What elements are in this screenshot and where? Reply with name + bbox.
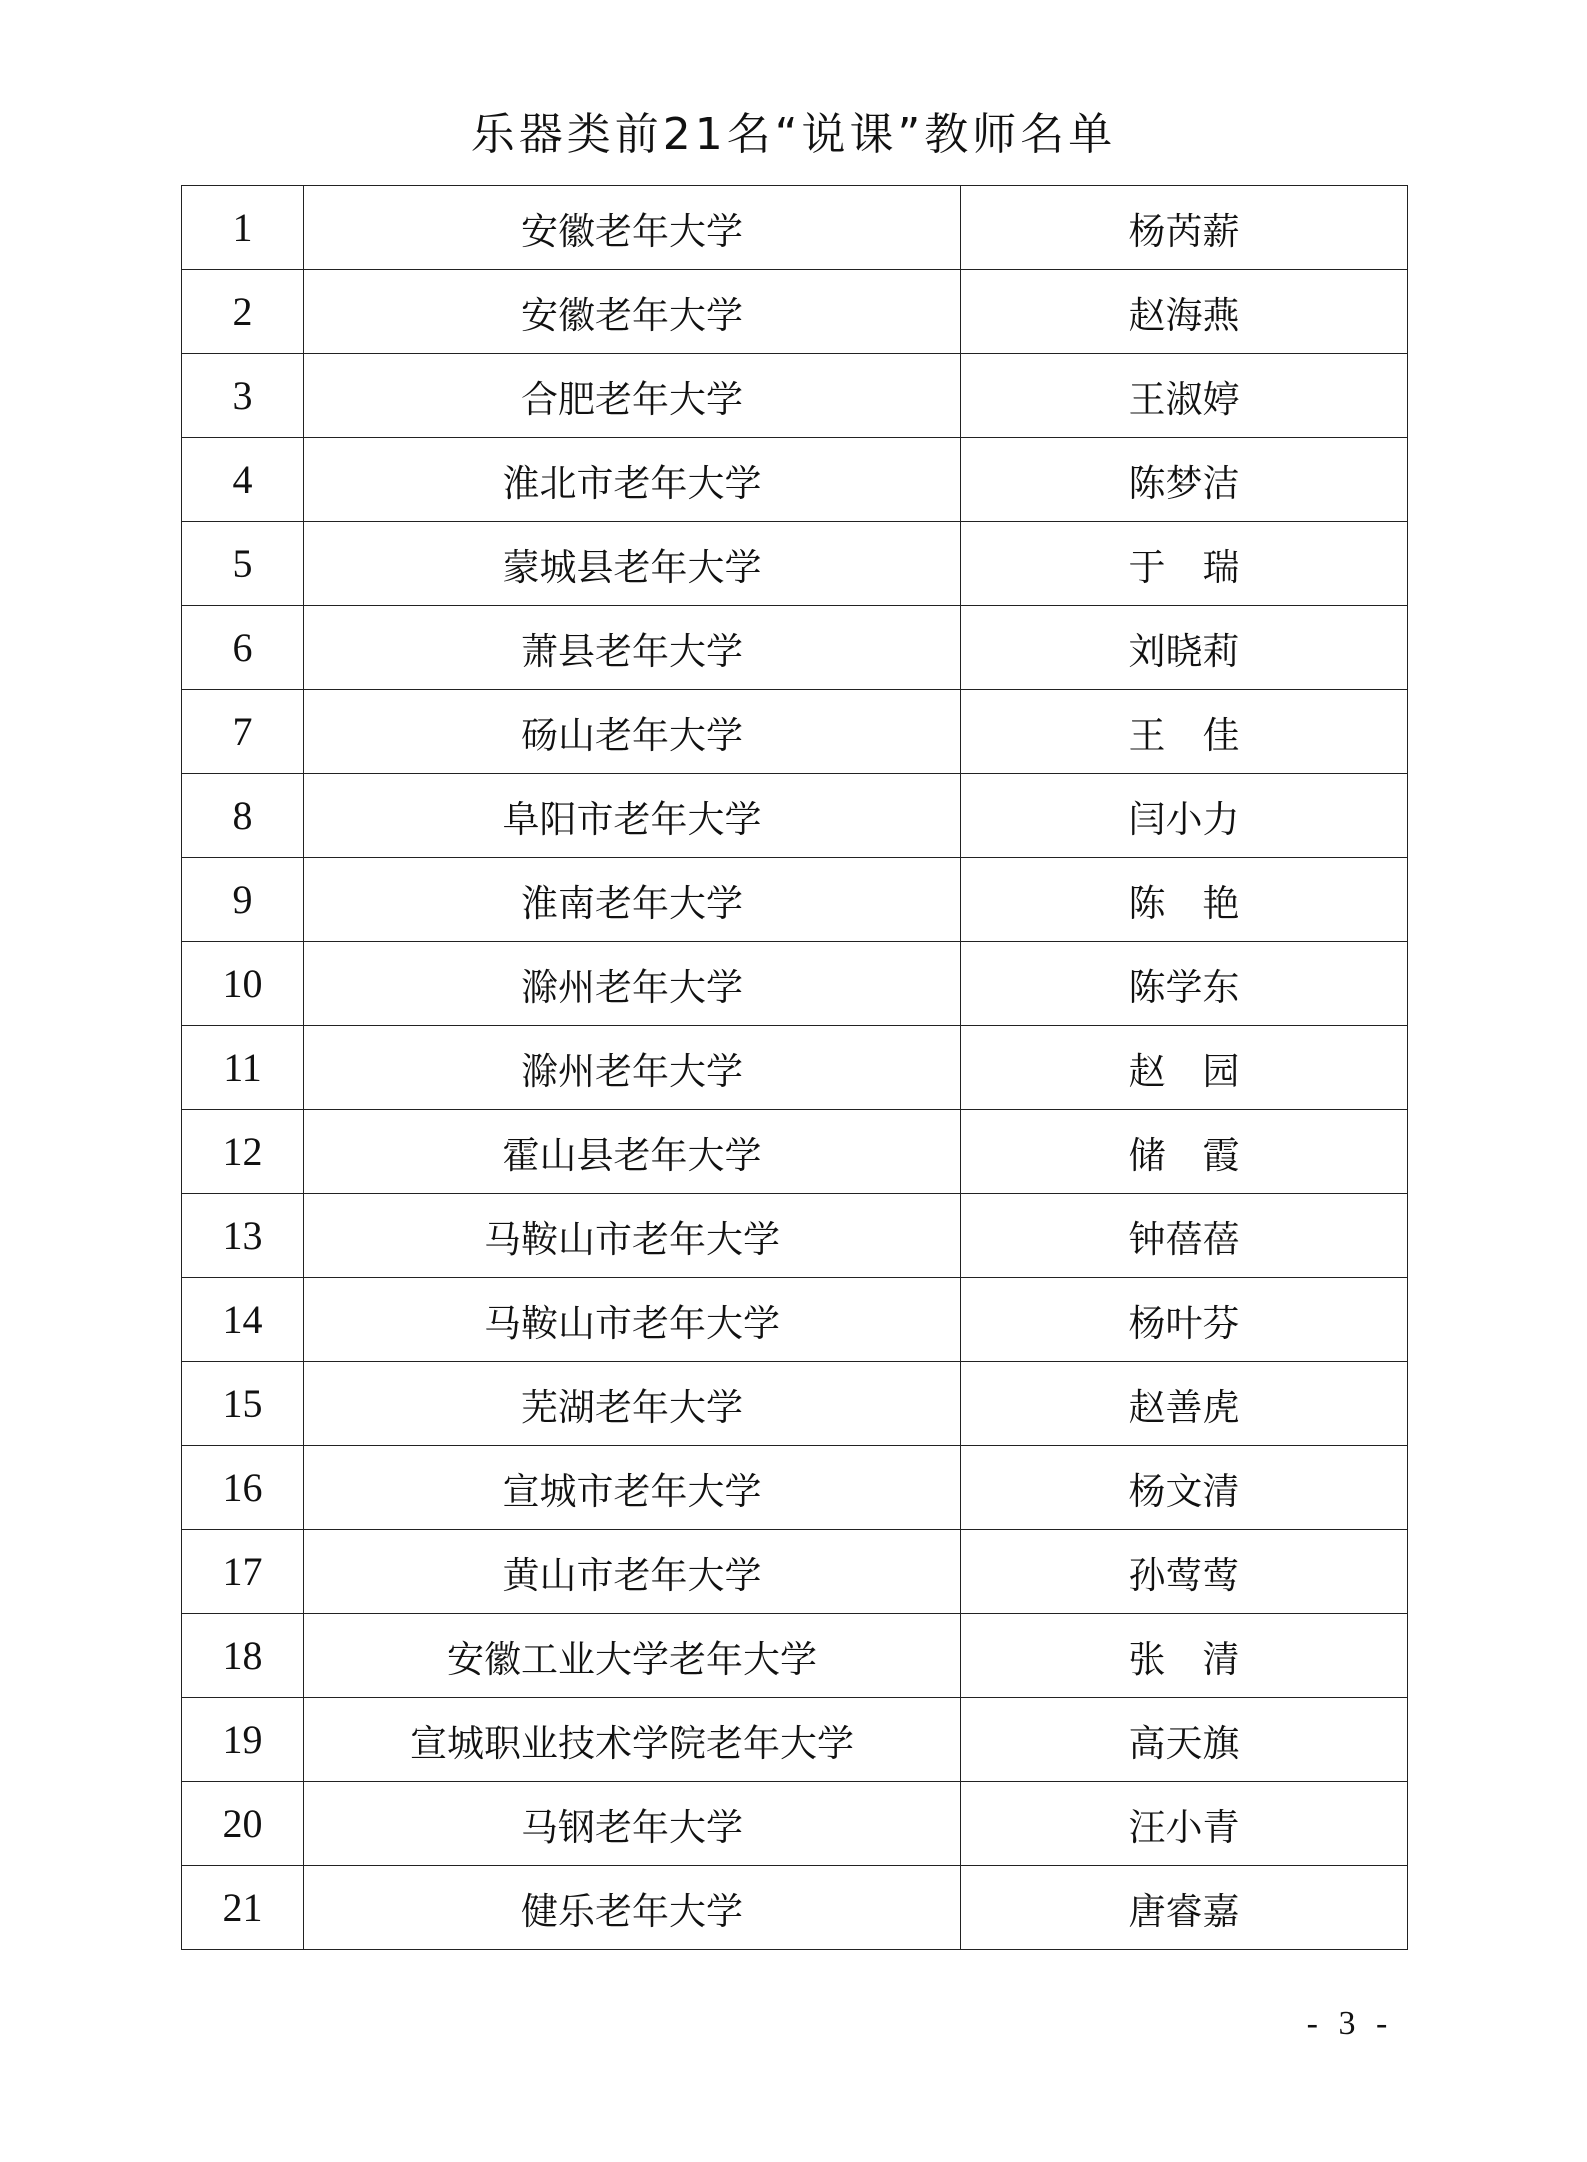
school-name: 砀山老年大学 bbox=[304, 690, 961, 774]
teacher-name: 唐睿嘉 bbox=[961, 1866, 1408, 1950]
school-name: 马钢老年大学 bbox=[304, 1782, 961, 1866]
row-number: 13 bbox=[182, 1194, 304, 1278]
school-name: 宣城市老年大学 bbox=[304, 1446, 961, 1530]
table-row bbox=[182, 354, 1408, 438]
teacher-name: 赵善虎 bbox=[961, 1362, 1408, 1446]
table-row bbox=[182, 270, 1408, 354]
teacher-name: 陈学东 bbox=[961, 942, 1408, 1026]
row-number: 10 bbox=[182, 942, 304, 1026]
teacher-name: 王 佳 bbox=[961, 690, 1408, 774]
school-name: 芜湖老年大学 bbox=[304, 1362, 961, 1446]
teacher-name: 陈梦洁 bbox=[961, 438, 1408, 522]
school-name: 萧县老年大学 bbox=[304, 606, 961, 690]
page-number: - 3 - bbox=[1306, 2005, 1394, 2042]
table-row bbox=[182, 1446, 1408, 1530]
row-number: 15 bbox=[182, 1362, 304, 1446]
school-name: 滁州老年大学 bbox=[304, 1026, 961, 1110]
row-number: 3 bbox=[182, 354, 304, 438]
school-name: 黄山市老年大学 bbox=[304, 1530, 961, 1614]
row-number: 16 bbox=[182, 1446, 304, 1530]
school-name: 健乐老年大学 bbox=[304, 1866, 961, 1950]
table-row bbox=[182, 1194, 1408, 1278]
teacher-name: 王淑婷 bbox=[961, 354, 1408, 438]
row-number: 20 bbox=[182, 1782, 304, 1866]
row-number: 8 bbox=[182, 774, 304, 858]
table-row bbox=[182, 186, 1408, 270]
teacher-name: 于 瑞 bbox=[961, 522, 1408, 606]
teacher-name: 孙莺莺 bbox=[961, 1530, 1408, 1614]
teacher-name: 杨芮薪 bbox=[961, 186, 1408, 270]
teacher-list-table bbox=[181, 185, 1408, 1950]
school-name: 合肥老年大学 bbox=[304, 354, 961, 438]
school-name: 安徽工业大学老年大学 bbox=[304, 1614, 961, 1698]
row-number: 7 bbox=[182, 690, 304, 774]
page-title: 乐器类前21名“说课”教师名单 bbox=[470, 109, 1117, 160]
teacher-name: 钟蓓蓓 bbox=[961, 1194, 1408, 1278]
table-row bbox=[182, 1530, 1408, 1614]
table-row bbox=[182, 1866, 1408, 1950]
row-number: 18 bbox=[182, 1614, 304, 1698]
row-number: 14 bbox=[182, 1278, 304, 1362]
table-row bbox=[182, 1614, 1408, 1698]
school-name: 霍山县老年大学 bbox=[304, 1110, 961, 1194]
teacher-name: 杨文清 bbox=[961, 1446, 1408, 1530]
row-number: 6 bbox=[182, 606, 304, 690]
row-number: 17 bbox=[182, 1530, 304, 1614]
school-name: 阜阳市老年大学 bbox=[304, 774, 961, 858]
row-number: 21 bbox=[182, 1866, 304, 1950]
school-name: 蒙城县老年大学 bbox=[304, 522, 961, 606]
table-row bbox=[182, 1782, 1408, 1866]
school-name: 淮南老年大学 bbox=[304, 858, 961, 942]
table-row bbox=[182, 522, 1408, 606]
table-row bbox=[182, 438, 1408, 522]
table-row bbox=[182, 858, 1408, 942]
table-row bbox=[182, 1026, 1408, 1110]
row-number: 5 bbox=[182, 522, 304, 606]
teacher-name: 张 清 bbox=[961, 1614, 1408, 1698]
table-row bbox=[182, 1278, 1408, 1362]
table-row bbox=[182, 774, 1408, 858]
school-name: 安徽老年大学 bbox=[304, 270, 961, 354]
table-row bbox=[182, 606, 1408, 690]
teacher-name: 陈 艳 bbox=[961, 858, 1408, 942]
row-number: 2 bbox=[182, 270, 304, 354]
teacher-name: 刘晓莉 bbox=[961, 606, 1408, 690]
school-name: 宣城职业技术学院老年大学 bbox=[304, 1698, 961, 1782]
table-row bbox=[182, 942, 1408, 1026]
table-row bbox=[182, 1362, 1408, 1446]
table-row bbox=[182, 1698, 1408, 1782]
school-name: 马鞍山市老年大学 bbox=[304, 1194, 961, 1278]
row-number: 9 bbox=[182, 858, 304, 942]
school-name: 马鞍山市老年大学 bbox=[304, 1278, 961, 1362]
teacher-name: 杨叶芬 bbox=[961, 1278, 1408, 1362]
school-name: 滁州老年大学 bbox=[304, 942, 961, 1026]
teacher-name: 储 霞 bbox=[961, 1110, 1408, 1194]
teacher-name: 高天旗 bbox=[961, 1698, 1408, 1782]
row-number: 1 bbox=[182, 186, 304, 270]
teacher-name: 闫小力 bbox=[961, 774, 1408, 858]
teacher-name: 汪小青 bbox=[961, 1782, 1408, 1866]
table-row bbox=[182, 690, 1408, 774]
row-number: 11 bbox=[182, 1026, 304, 1110]
row-number: 12 bbox=[182, 1110, 304, 1194]
teacher-name: 赵 园 bbox=[961, 1026, 1408, 1110]
row-number: 19 bbox=[182, 1698, 304, 1782]
row-number: 4 bbox=[182, 438, 304, 522]
table-row bbox=[182, 1110, 1408, 1194]
school-name: 淮北市老年大学 bbox=[304, 438, 961, 522]
teacher-name: 赵海燕 bbox=[961, 270, 1408, 354]
school-name: 安徽老年大学 bbox=[304, 186, 961, 270]
